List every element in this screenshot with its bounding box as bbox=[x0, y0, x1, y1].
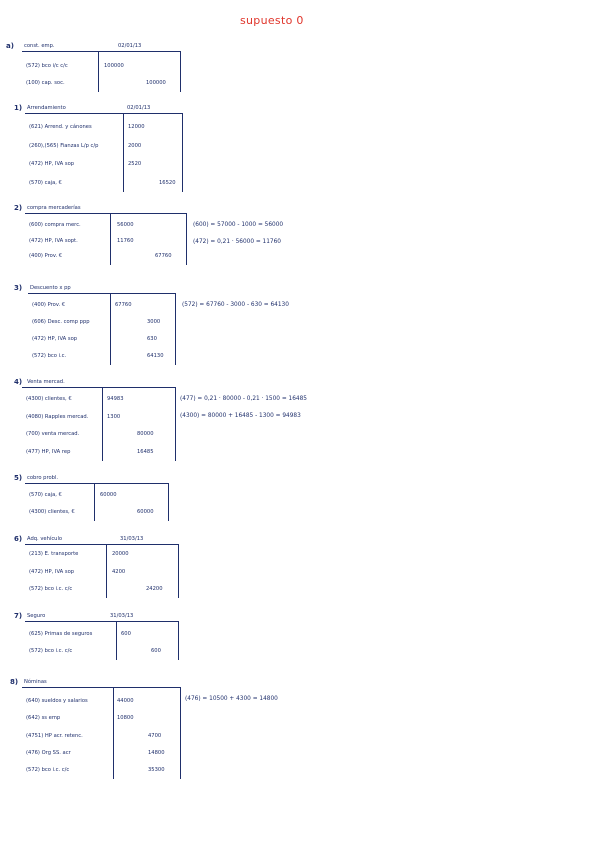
account-label: (213) E. transporte bbox=[29, 551, 79, 557]
entry-rule bbox=[25, 621, 178, 622]
credit-amount: 4700 bbox=[148, 732, 162, 739]
calculation-note: (572) = 67760 - 3000 - 630 = 64130 bbox=[182, 302, 289, 308]
account-label: (572) bco i.c. c/c bbox=[29, 586, 73, 592]
entry-rule bbox=[25, 483, 168, 484]
credit-amount: 16520 bbox=[159, 179, 176, 186]
credit-amount: 67760 bbox=[155, 253, 172, 259]
debit-amount: 94983 bbox=[107, 396, 124, 402]
entry-number: a) bbox=[6, 42, 14, 50]
entry-number: 5) bbox=[14, 474, 23, 482]
account-label: (700) venta mercad. bbox=[26, 431, 80, 437]
entry-heading: Adq. vehículo bbox=[27, 536, 63, 542]
account-label: (4300) clientes, € bbox=[26, 396, 72, 402]
credit-divider bbox=[168, 483, 169, 521]
account-label: (570) caja, € bbox=[29, 179, 62, 186]
credit-amount: 100000 bbox=[146, 80, 166, 86]
debit-divider bbox=[98, 51, 99, 92]
calculation-note: (600) = 57000 - 1000 = 56000 bbox=[193, 222, 284, 228]
account-label: (477) HP, IVA rep bbox=[26, 448, 71, 455]
calculation-note: (472) = 0,21 · 56000 = 11760 bbox=[193, 239, 281, 245]
entry-heading: Nóminas bbox=[24, 679, 47, 685]
entry-number: 4) bbox=[14, 378, 23, 386]
account-label: (606) Desc. comp ppp bbox=[32, 319, 90, 325]
entry-rule bbox=[22, 687, 180, 688]
entry-heading: Arrendamiento bbox=[27, 105, 66, 111]
account-label: (625) Primas de seguros bbox=[29, 631, 93, 637]
debit-amount: 10800 bbox=[117, 715, 134, 722]
entry-heading: Seguro bbox=[27, 613, 46, 619]
debit-amount: 60000 bbox=[100, 492, 117, 498]
credit-divider bbox=[178, 544, 179, 598]
account-label: (572) bco i.c. c/c bbox=[26, 767, 70, 774]
entry-number: 7) bbox=[14, 612, 23, 620]
account-label: (4300) clientes, € bbox=[29, 509, 75, 515]
debit-amount: 1300 bbox=[107, 413, 121, 420]
entry-rule bbox=[25, 113, 182, 114]
account-label: (400) Prov. € bbox=[29, 253, 63, 259]
entry-heading: Descuento x pp bbox=[30, 285, 71, 291]
entry-rule bbox=[22, 51, 180, 52]
account-label: (572) bco i.c. c/c bbox=[29, 648, 73, 654]
account-label: (600) compra merc. bbox=[29, 222, 81, 228]
debit-amount: 100000 bbox=[104, 63, 124, 69]
credit-amount: 35300 bbox=[148, 767, 165, 774]
account-label: (621) Arrend. y cánones bbox=[29, 124, 92, 130]
debit-amount: 4200 bbox=[112, 568, 126, 575]
account-label: (640) sueldos y salarios bbox=[26, 698, 88, 704]
credit-amount: 14800 bbox=[148, 749, 165, 756]
entry-number: 2) bbox=[14, 204, 23, 212]
account-label: (472) HP, IVA sop bbox=[29, 161, 75, 167]
credit-amount: 60000 bbox=[137, 509, 154, 515]
account-label: (400) Prov. € bbox=[32, 302, 66, 308]
entry-rule bbox=[25, 544, 178, 545]
calculation-note: (4300) = 80000 + 16485 - 1300 = 94983 bbox=[180, 413, 301, 419]
account-label: (472) HP, IVA sop bbox=[29, 568, 75, 575]
entry-number: 6) bbox=[14, 535, 23, 543]
debit-amount: 600 bbox=[121, 631, 131, 637]
debit-divider bbox=[110, 213, 111, 265]
credit-divider bbox=[180, 51, 181, 92]
entry-rule bbox=[22, 387, 175, 388]
account-label: (260),(565) Fianzas L/p c/p bbox=[29, 142, 99, 149]
credit-divider bbox=[175, 387, 176, 461]
entry-heading: Venta mercad. bbox=[27, 379, 65, 385]
entry-rule bbox=[25, 213, 186, 214]
entry-rule bbox=[28, 293, 175, 294]
credit-amount: 24200 bbox=[146, 586, 163, 592]
account-label: (572) bco i/c c/c bbox=[26, 63, 68, 69]
credit-amount: 630 bbox=[147, 336, 157, 342]
account-label: (472) HP, IVA sopt. bbox=[29, 237, 78, 244]
account-label: (4080) Rapples mercad. bbox=[26, 413, 89, 420]
page-title: supuesto 0 bbox=[240, 14, 304, 27]
entry-heading: const. emp. bbox=[24, 43, 55, 49]
account-label: (100) cap. soc. bbox=[26, 80, 65, 86]
account-label: (642) ss emp bbox=[26, 715, 61, 722]
account-label: (476) Org SS. acr bbox=[26, 749, 71, 756]
entry-heading: cobro probl. bbox=[27, 475, 59, 481]
debit-divider bbox=[110, 293, 111, 365]
entry-number: 8) bbox=[10, 678, 19, 686]
credit-divider bbox=[182, 113, 183, 192]
account-label: (472) HP, IVA sop bbox=[32, 336, 78, 342]
debit-divider bbox=[123, 113, 124, 192]
debit-divider bbox=[106, 544, 107, 598]
credit-divider bbox=[175, 293, 176, 365]
account-label: (572) bco i.c. bbox=[32, 353, 67, 359]
debit-amount: 56000 bbox=[117, 222, 134, 228]
entry-number: 3) bbox=[14, 284, 23, 292]
calculation-note: (477) = 0,21 · 80000 - 0,21 · 1500 = 16485 bbox=[180, 396, 307, 402]
credit-amount: 64130 bbox=[147, 353, 164, 359]
entry-date: 31/03/13 bbox=[120, 536, 144, 542]
credit-divider bbox=[186, 213, 187, 265]
entry-heading: compra mercaderías bbox=[27, 205, 81, 211]
debit-amount: 20000 bbox=[112, 551, 129, 557]
debit-amount: 11760 bbox=[117, 237, 134, 244]
credit-amount: 80000 bbox=[137, 431, 154, 437]
debit-divider bbox=[116, 621, 117, 660]
debit-amount: 44000 bbox=[117, 698, 134, 704]
debit-divider bbox=[102, 387, 103, 461]
debit-amount: 2000 bbox=[128, 142, 142, 149]
credit-amount: 600 bbox=[151, 648, 161, 654]
debit-divider bbox=[94, 483, 95, 521]
entry-date: 31/03/13 bbox=[110, 613, 134, 619]
entry-number: 1) bbox=[14, 104, 23, 112]
credit-amount: 3000 bbox=[147, 319, 161, 325]
credit-divider bbox=[180, 687, 181, 779]
debit-amount: 2520 bbox=[128, 161, 142, 167]
entry-date: 02/01/13 bbox=[118, 43, 142, 49]
debit-amount: 67760 bbox=[115, 302, 132, 308]
credit-divider bbox=[178, 621, 179, 660]
debit-amount: 12000 bbox=[128, 124, 145, 130]
debit-divider bbox=[113, 687, 114, 779]
account-label: (4751) HP acr. retenc. bbox=[26, 732, 83, 739]
credit-amount: 16485 bbox=[137, 448, 154, 455]
entry-date: 02/01/13 bbox=[127, 105, 151, 111]
calculation-note: (476) = 10500 + 4300 = 14800 bbox=[185, 696, 278, 702]
account-label: (570) caja, € bbox=[29, 492, 62, 498]
